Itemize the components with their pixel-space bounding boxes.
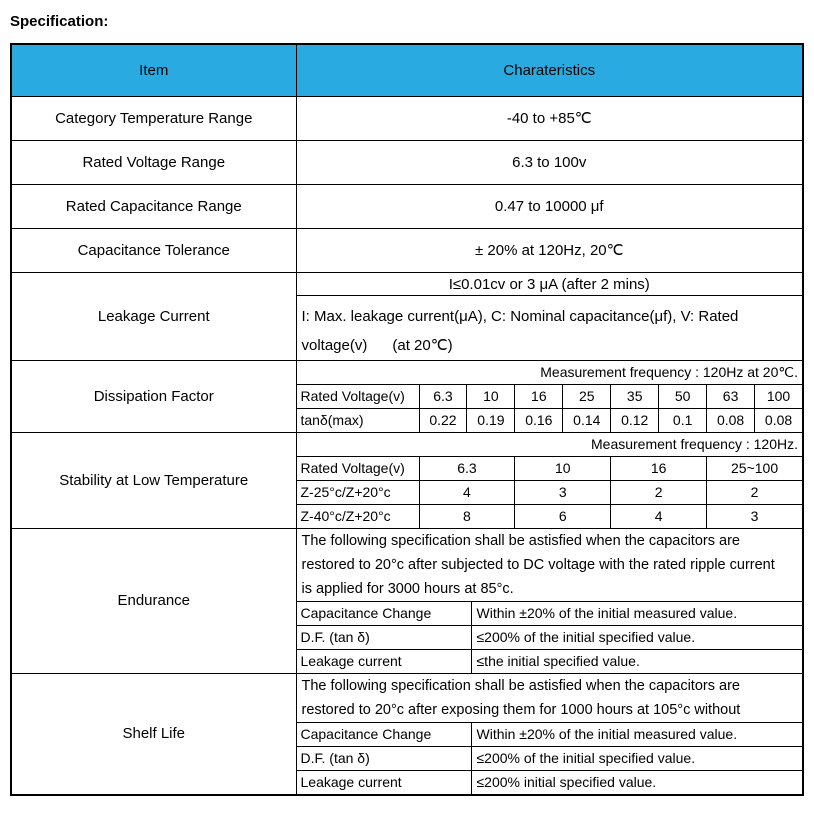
item-value: 6.3 to 100v <box>296 140 803 184</box>
tan-value-cell: 0.22 <box>419 409 467 432</box>
voltage-cell: 6.3 <box>419 385 467 408</box>
z40-value-cell: 4 <box>610 505 706 528</box>
tan-value-cell: 0.19 <box>466 409 514 432</box>
shelf-life-description-line: The following specification shall be astisfied when the capacitors are <box>301 677 740 694</box>
shelf-life-capacitance-change-row <box>297 722 803 746</box>
table-row-rated-voltage <box>11 140 803 184</box>
tan-value-cell: 0.12 <box>610 409 658 432</box>
spec-value: ≤200% initial specified value. <box>471 771 803 794</box>
voltage-cell: 63 <box>706 385 754 408</box>
spec-label: D.F. (tan δ) <box>300 628 370 645</box>
tan-value-cell: 0.16 <box>514 409 562 432</box>
page-title: Specification: <box>10 13 109 30</box>
endurance-leakage-row <box>297 649 803 673</box>
spec-label: Capacitance Change <box>300 604 432 621</box>
voltage-cell: 10 <box>514 457 610 480</box>
shelf-life-characteristics-cell <box>296 673 803 795</box>
tan-value-cell: 0.14 <box>562 409 610 432</box>
spec-label: Leakage current <box>300 773 402 790</box>
table-header-row <box>11 44 803 96</box>
tan-value-cell: 0.08 <box>754 409 802 432</box>
header-item: Item <box>11 44 296 96</box>
spec-value: ≤200% of the initial specified value. <box>471 747 803 770</box>
z40-value-cell: 6 <box>514 505 610 528</box>
z25-value-cell: 2 <box>706 481 802 504</box>
leakage-note-line2: voltage(v) (at 20℃) <box>301 336 453 354</box>
item-label: Stability at Low Temperature <box>11 432 296 528</box>
voltage-cell: 50 <box>658 385 706 408</box>
table-row-category-temperature <box>11 96 803 140</box>
dissipation-tan-row <box>297 408 803 432</box>
stability-measurement-note: Measurement frequency : 120Hz. <box>591 435 798 452</box>
spec-label: Leakage current <box>300 652 402 669</box>
item-label: Category Temperature Range <box>11 96 296 140</box>
endurance-capacitance-change-row <box>297 601 803 625</box>
endurance-description-line: is applied for 3000 hours at 85°c. <box>301 580 514 597</box>
stability-characteristics-cell <box>296 432 803 528</box>
voltage-cell: 35 <box>610 385 658 408</box>
endurance-characteristics-cell <box>296 528 803 673</box>
voltage-cell: 16 <box>610 457 706 480</box>
specification-table <box>10 43 804 796</box>
table-row-leakage-current <box>11 272 803 360</box>
dissipation-measurement-note: Measurement frequency : 120Hz at 20℃. <box>540 363 798 380</box>
item-label: Rated Voltage Range <box>11 140 296 184</box>
tan-value-cell: 0.08 <box>706 409 754 432</box>
z25-value-cell: 3 <box>514 481 610 504</box>
header-characteristics: Charateristics <box>296 44 803 96</box>
stability-z25-row <box>297 480 803 504</box>
item-label: Leakage Current <box>11 272 296 360</box>
z40-value-cell: 3 <box>706 505 802 528</box>
shelf-life-leakage-row <box>297 770 803 794</box>
spec-label: Capacitance Change <box>300 725 432 742</box>
voltage-row-label: Rated Voltage(v) <box>300 459 405 476</box>
leakage-note-line1: I: Max. leakage current(μA), C: Nominal capacitance(μf), V: Rated <box>301 307 739 325</box>
table-row-stability-low-temperature <box>11 432 803 528</box>
leakage-note <box>297 296 803 360</box>
table-row-shelf-life <box>11 673 803 795</box>
table-row-dissipation-factor <box>11 360 803 432</box>
item-value: ± 20% at 120Hz, 20℃ <box>296 228 803 272</box>
z25-value-cell: 4 <box>419 481 515 504</box>
item-label: Capacitance Tolerance <box>11 228 296 272</box>
z40-row-label: Z-40°c/Z+20°c <box>300 507 391 524</box>
tan-value-cell: 0.1 <box>658 409 706 432</box>
table-row-capacitance-tolerance <box>11 228 803 272</box>
voltage-cell: 100 <box>754 385 802 408</box>
dissipation-characteristics-cell <box>296 360 803 432</box>
endurance-df-row <box>297 625 803 649</box>
shelf-life-description-line: restored to 20°c after exposing them for 1000 hours at 105°c without <box>301 701 741 718</box>
voltage-cell: 10 <box>466 385 514 408</box>
leakage-characteristics-cell <box>296 272 803 360</box>
spec-value: ≤the initial specified value. <box>471 650 803 673</box>
stability-voltage-row <box>297 456 803 480</box>
stability-z40-row <box>297 504 803 528</box>
spec-value: ≤200% of the initial specified value. <box>471 626 803 649</box>
endurance-description-line: The following specification shall be astisfied when the capacitors are <box>301 532 740 549</box>
item-label: Dissipation Factor <box>11 360 296 432</box>
table-row-rated-capacitance <box>11 184 803 228</box>
endurance-description-line: restored to 20°c after subjected to DC voltage with the rated ripple current <box>301 556 775 573</box>
z25-value-cell: 2 <box>610 481 706 504</box>
item-label: Shelf Life <box>11 673 296 795</box>
voltage-cell: 25 <box>562 385 610 408</box>
item-label: Endurance <box>11 528 296 673</box>
spec-label: D.F. (tan δ) <box>300 749 370 766</box>
voltage-cell: 16 <box>514 385 562 408</box>
dissipation-voltage-row <box>297 384 803 408</box>
leakage-formula: I≤0.01cv or 3 μA (after 2 mins) <box>297 273 803 296</box>
shelf-life-df-row <box>297 746 803 770</box>
item-value: 0.47 to 10000 μf <box>296 184 803 228</box>
spec-value: Within ±20% of the initial measured value. <box>471 602 803 625</box>
voltage-cell: 25~100 <box>706 457 802 480</box>
z25-row-label: Z-25°c/Z+20°c <box>300 483 391 500</box>
spec-value: Within ±20% of the initial measured value. <box>471 723 803 746</box>
item-value: -40 to +85℃ <box>296 96 803 140</box>
table-row-endurance <box>11 528 803 673</box>
voltage-row-label: Rated Voltage(v) <box>300 387 405 404</box>
z40-value-cell: 8 <box>419 505 515 528</box>
voltage-cell: 6.3 <box>419 457 515 480</box>
item-label: Rated Capacitance Range <box>11 184 296 228</box>
tan-row-label: tanδ(max) <box>300 411 364 428</box>
